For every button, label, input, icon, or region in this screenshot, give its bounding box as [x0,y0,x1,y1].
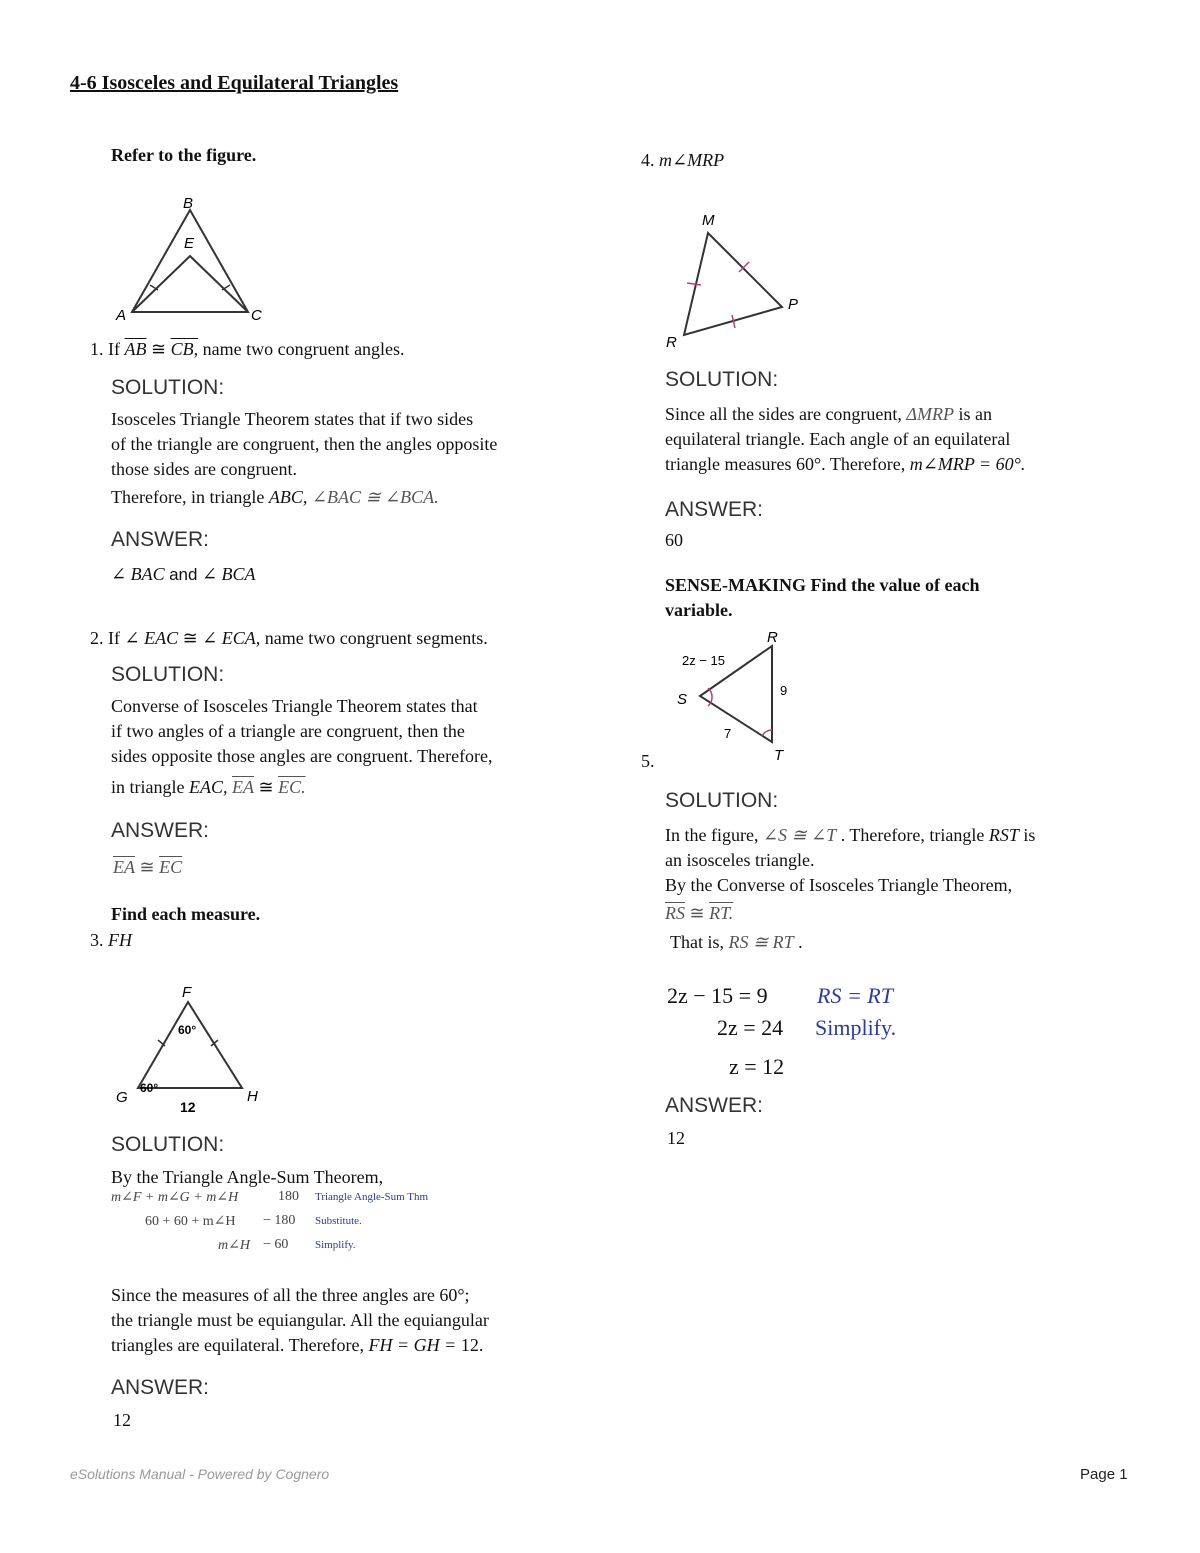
question-4 [641,148,724,173]
q1-solution-label: SOLUTION: [111,376,225,399]
figure-triangle-fgh [110,980,280,1120]
label-b: B [183,195,194,212]
q1-sol-line: Isosceles Triangle Theorem states that if two sides [111,409,474,429]
find-each-measure: Find each measure. [111,904,261,924]
q5-l1a: In the figure, [665,825,759,845]
q4-l1c: is an [958,404,992,424]
q1-text: name two congruent angles. [202,339,405,359]
q2-solution: Converse of Isosceles Triangle Theorem states that if two angles of a triangle are congruent, then the sides opposite those angles are congruent. Therefore, in triangle EAC, $\overline{EA}$ ≅ EC. [111,696,493,797]
question-3 [90,928,132,953]
sense-making-heading [665,573,980,623]
q2-answer-ea: $\overline{EA}$ [113,857,135,877]
q5-l1c: . Therefore, triangle [840,825,985,845]
q2-angle-eca: ∠ ECA, [202,628,261,648]
label-g: G [116,1089,128,1106]
label-m: M [702,212,715,229]
q5-answer-label: ANSWER: [665,1094,764,1117]
q3-sol-intro: By the Triangle Angle-Sum Theorem, [111,1167,384,1187]
q2-number: 2. [90,628,104,648]
q3-sol-line: Since the measures of all the three angles are 60°; [111,1285,470,1305]
q5-l1d: RST [988,825,1019,845]
q3-variable: FH [108,930,132,950]
label-r: R [666,334,677,351]
question-1: 1. If $\overline{AB}$ ≅ CB, name two congruent angles. [90,339,405,359]
q1-if: If [108,339,120,359]
sense-line-2: variable. [665,600,733,620]
label-e: E [184,235,195,252]
q3-eq2-right: − 180 [263,1213,296,1228]
label-h: H [247,1088,258,1105]
q1-therefore: Therefore, in triangle [111,487,265,507]
q5-number: 5. [641,751,655,771]
q5-l1e: is [1023,825,1036,845]
label-c: C [251,307,262,324]
q5-solution: In the figure, ∠S ≅ ∠T . Therefore, triangle RST is an isosceles triangle. By the Converse of Isosceles Triangle Theorem, $\overline{RS}$ ≅ RT. That is, RS ≅ RT . [665,825,1036,952]
figure-triangle-mrp [660,205,820,355]
q3-eq3-left: m∠H [218,1238,250,1253]
q1-congruence: ∠BAC ≅ ∠BCA. [311,487,439,507]
q1-seg-ab: $\overline{AB}$ [124,339,147,359]
q5-eq1-note: RS = RT [817,983,893,1008]
q3-eq1-note: Triangle Angle-Sum Thm [315,1191,429,1203]
q5-solution-label: SOLUTION: [665,789,779,812]
q4-l2: equilateral triangle. Each angle of an equilateral [665,429,1011,449]
label-t: T [774,747,784,764]
page-title: 4-6 Isosceles and Equilateral Triangles [70,72,399,94]
q3-eq2-note: Substitute. [315,1215,362,1227]
q5-seg-rt: RT. [709,903,734,923]
q3-eq2-left: 60 + 60 + m∠H [145,1214,236,1229]
label-p: P [788,296,799,313]
q5-eq1: 2z − 15 = 9 [667,983,768,1008]
q3-eq3-right: − 60 [263,1237,289,1252]
side-rt-label: 9 [780,683,788,698]
q1-answer-angle-b: ∠ BCA [201,564,256,584]
angle-f-label: 60° [178,1023,197,1037]
q2-solution-label: SOLUTION: [111,663,225,686]
question-2 [90,626,488,651]
q2-seg-ea: $\overline{EA}$ [231,777,254,797]
q3-eq1-left: m∠F + m∠G + m∠H [111,1190,239,1205]
q1-answer [111,562,256,587]
q3-answer: 12 [113,1410,131,1430]
q2-seg-ec: EC. [278,777,306,797]
q3-last-c: 12. [460,1335,484,1355]
q4-l1a: Since all the sides are congruent, [665,404,902,424]
q1-sol-line: those sides are congruent. [111,459,297,479]
q5-l5b: RS ≅ RT [728,932,794,952]
q2-answer-label: ANSWER: [111,819,210,842]
label-f: F [182,984,192,1001]
q3-answer-label: ANSWER: [111,1376,210,1399]
side-gh-label: 12 [180,1099,196,1115]
q5-l2: an isosceles triangle. [665,850,815,870]
q2-answer: $\overline{EA}$ ≅ $\overline{EC}$ [113,857,183,877]
q2-sol-line: sides opposite those angles are congruent. Therefore, [111,746,493,766]
q3-explanation [111,1283,489,1358]
q1-triangle: ABC, [268,487,308,507]
q4-l1b: ΔMRP [906,404,954,424]
q2-triangle: EAC, [188,777,228,797]
q1-answer-angle-a: ∠ BAC [111,564,165,584]
q2-text: name two congruent segments. [264,628,488,648]
q5-l5a: That is, [670,932,724,952]
q4-l3b: m∠MRP = 60°. [909,454,1026,474]
label-r: R [767,629,778,646]
footer-credit: eSolutions Manual - Powered by Cognero [70,1466,330,1482]
side-rs-label: 2z − 15 [682,653,726,668]
q2-answer-ec: $\overline{EC}$ [159,857,183,877]
q5-eq3: z = 12 [729,1054,785,1079]
q1-sol-line: of the triangle are congruent, then the angles opposite [111,434,498,454]
figure-triangle-abc [110,190,270,330]
page-number: Page 1 [1080,1466,1128,1483]
q1-answer-label: ANSWER: [111,528,210,551]
angle-g-label: 60° [140,1081,159,1095]
q5-l1b: ∠S ≅ ∠T [762,825,837,845]
q4-number: 4. [641,150,655,170]
q3-last-b: FH = GH = [368,1335,457,1355]
q3-solution-label: SOLUTION: [111,1133,225,1156]
q5-eq2-note: Simplify. [815,1015,897,1040]
q1-answer-and: and [169,565,198,584]
q3-sol-line: the triangle must be equiangular. All the equiangular [111,1310,489,1330]
q5-l3: By the Converse of Isosceles Triangle Theorem, [665,875,1013,895]
q3-eq1-right: 180 [278,1189,299,1204]
q2-in-triangle: in triangle [111,777,185,797]
q4-variable: m∠MRP [659,150,725,170]
q1-number: 1. [90,339,104,359]
q2-sol-line: if two angles of a triangle are congruent, then the [111,721,465,741]
q4-answer: 60 [665,530,683,550]
label-s: S [677,691,688,708]
sense-line-1: SENSE-MAKING Find the value of each [665,575,980,595]
intro-text: Refer to the figure. [111,145,257,165]
q5-l5c: . [798,932,803,952]
q5-eq2: 2z = 24 [717,1015,784,1040]
q4-answer-label: ANSWER: [665,498,764,521]
q4-solution-label: SOLUTION: [665,368,779,391]
figure-triangle-rst [670,622,820,772]
q1-solution [111,407,497,510]
q3-last-a: triangles are equilateral. Therefore, [111,1335,365,1355]
q5-answer: 12 [667,1128,685,1148]
side-st-label: 7 [724,726,732,741]
q3-number: 3. [90,930,104,950]
q2-angle-eac: ∠ EAC [124,628,179,648]
q2-cong: ≅ [182,628,198,648]
q1-seg-cb: CB, [170,339,199,359]
q3-eq3-note: Simplify. [315,1239,356,1251]
q4-solution [665,402,1025,477]
q2-if: If [108,628,120,648]
q2-sol-line: Converse of Isosceles Triangle Theorem states that [111,696,478,716]
q5-seg-rs: $\overline{RS}$ [665,903,685,923]
q4-l3a: triangle measures 60°. Therefore, [665,454,906,474]
label-a: A [116,307,127,324]
